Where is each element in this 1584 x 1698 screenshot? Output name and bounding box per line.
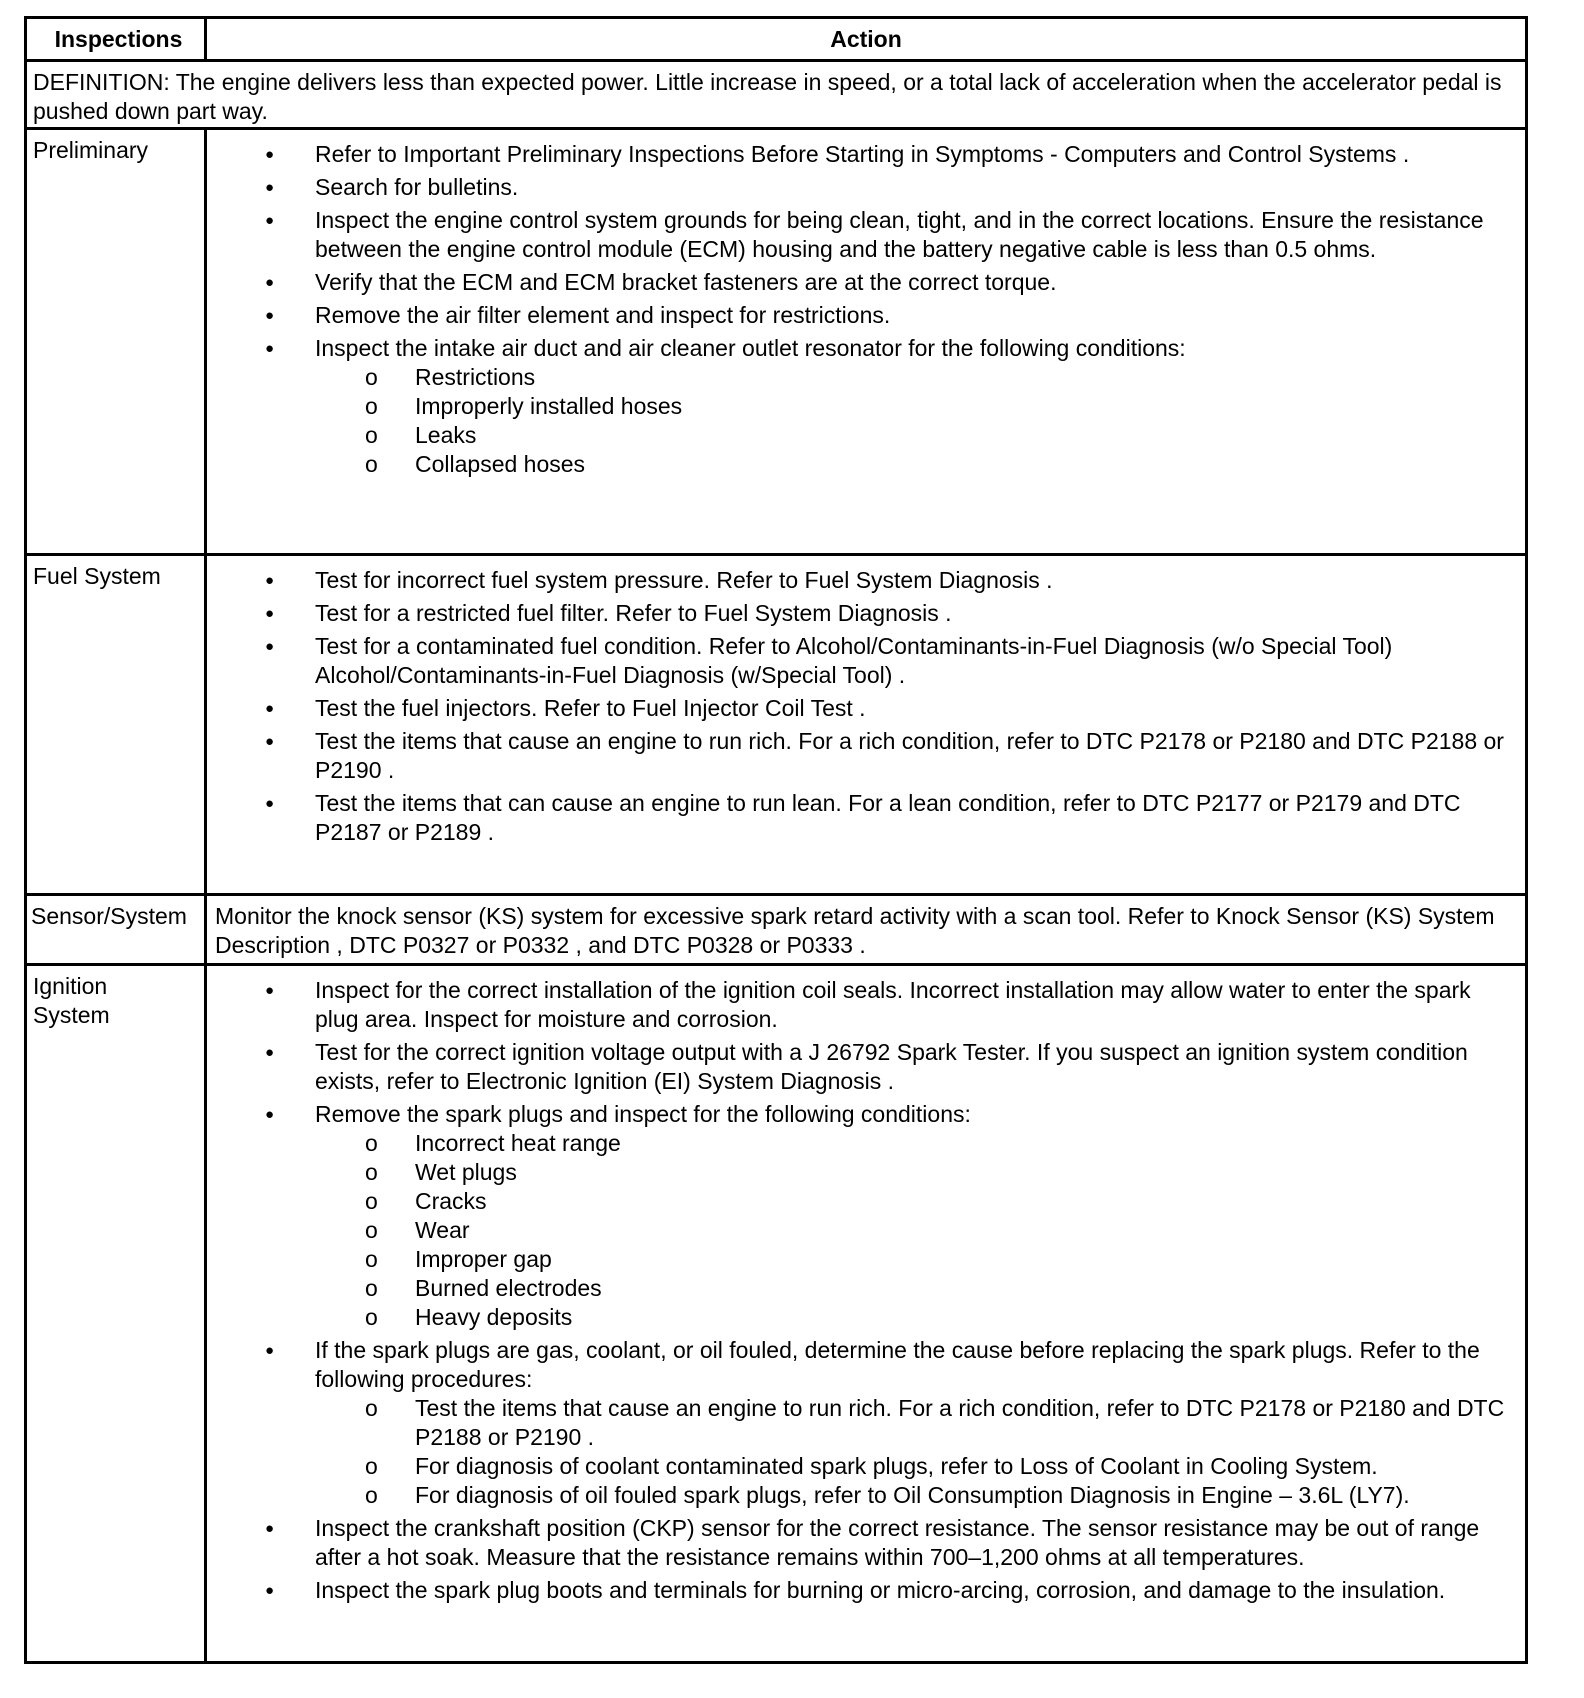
table-header-row xyxy=(27,19,1525,59)
list-item: ● Test for a restricted fuel filter. Refer to Fuel System Diagnosis . xyxy=(215,599,1517,628)
list-item xyxy=(215,334,1517,479)
sublist-item: o Leaks xyxy=(315,421,1517,450)
list-item xyxy=(215,1336,1517,1510)
diagnostic-table xyxy=(24,16,1528,1664)
definition-text: DEFINITION: The engine delivers less than expected power. Little increase in speed, or a total lack of acceleration when the accelerator pedal is pushed down part way. xyxy=(33,69,1502,124)
row-action-sensor-system: Monitor the knock sensor (KS) system for excessive spark retard activity with a scan tool. Refer to Knock Sensor (KS) System Description , DTC P0327 or P0332 , and DTC P0328 or P0333 . xyxy=(215,903,1495,958)
row-label-fuel-system: Fuel System xyxy=(27,556,207,893)
table-row-fuel-system xyxy=(27,553,1525,893)
list-item: ● Test the fuel injectors. Refer to Fuel Injector Coil Test . xyxy=(215,694,1517,723)
sublist-item: o Restrictions xyxy=(315,363,1517,392)
list-item: ● Inspect the spark plug boots and terminals for burning or micro-arcing, corrosion, and damage to the insulation. xyxy=(215,1576,1517,1605)
sublist-item: o Wear xyxy=(315,1216,1517,1245)
list-item-text: If the spark plugs are gas, coolant, or oil fouled, determine the cause before replacing the spark plugs. Refer to the following procedures: xyxy=(315,1337,1480,1392)
sublist-item: o Cracks xyxy=(315,1187,1517,1216)
row-action-preliminary xyxy=(207,130,1525,553)
ignition-list xyxy=(215,976,1517,1605)
row-action-fuel-system xyxy=(207,556,1525,893)
sublist-item: o Incorrect heat range xyxy=(315,1129,1517,1158)
list-item: ● Search for bulletins. xyxy=(215,173,1517,202)
list-item: ● Test the items that cause an engine to run rich. For a rich condition, refer to DTC P2178 or P2180 and DTC P2188 or P2190 . xyxy=(215,727,1517,785)
sublist-item: o Collapsed hoses xyxy=(315,450,1517,479)
table-row-ignition-system xyxy=(27,963,1525,1661)
sublist xyxy=(315,1129,1517,1332)
sublist-item: o Burned electrodes xyxy=(315,1274,1517,1303)
sublist-item: o Test the items that cause an engine to run rich. For a rich condition, refer to DTC P2178 or P2180 and DTC P2188 or P2190 . xyxy=(315,1394,1517,1452)
table-row-sensor-system xyxy=(27,893,1525,963)
preliminary-list xyxy=(215,140,1517,479)
row-label-ignition-system: Ignition System xyxy=(27,966,207,1661)
list-item: ● Remove the air filter element and inspect for restrictions. xyxy=(215,301,1517,330)
sublist-item: o Wet plugs xyxy=(315,1158,1517,1187)
list-item: ● Verify that the ECM and ECM bracket fasteners are at the correct torque. xyxy=(215,268,1517,297)
list-item-text: Remove the spark plugs and inspect for the following conditions: xyxy=(315,1101,971,1127)
sublist xyxy=(315,363,1517,479)
sublist xyxy=(315,1394,1517,1510)
row-label-preliminary: Preliminary xyxy=(27,130,207,553)
header-inspections: Inspections xyxy=(27,19,207,59)
sublist-item: o Improper gap xyxy=(315,1245,1517,1274)
sublist-item: o Improperly installed hoses xyxy=(315,392,1517,421)
row-action-ignition-system xyxy=(207,966,1525,1661)
row-label-sensor-system: Sensor/System xyxy=(27,896,207,963)
sublist-item: o For diagnosis of oil fouled spark plugs, refer to Oil Consumption Diagnosis in Engine – 3.6L (LY7). xyxy=(315,1481,1517,1510)
table-row-preliminary xyxy=(27,127,1525,553)
list-item-text: Inspect the intake air duct and air cleaner outlet resonator for the following conditions: xyxy=(315,335,1186,361)
list-item: ● Inspect the crankshaft position (CKP) sensor for the correct resistance. The sensor resistance may be out of range after a hot soak. Measure that the resistance remains within 700–1,200 ohms at all temperatures. xyxy=(215,1514,1517,1572)
fuel-list xyxy=(215,566,1517,847)
definition-row xyxy=(27,59,1525,127)
list-item xyxy=(215,1100,1517,1332)
header-action: Action xyxy=(830,26,902,52)
list-item: ● Inspect for the correct installation of the ignition coil seals. Incorrect installation may allow water to enter the spark plug area. Inspect for moisture and corrosion. xyxy=(215,976,1517,1034)
list-item: ● Test for incorrect fuel system pressure. Refer to Fuel System Diagnosis . xyxy=(215,566,1517,595)
list-item: ● Test the items that can cause an engine to run lean. For a lean condition, refer to DTC P2177 or P2179 and DTC P2187 or P2189 . xyxy=(215,789,1517,847)
list-item: ● Inspect the engine control system grounds for being clean, tight, and in the correct locations. Ensure the resistance between the engine control module (ECM) housing and the battery negative cable is less than 0.5 ohms. xyxy=(215,206,1517,264)
list-item: ● Refer to Important Preliminary Inspections Before Starting in Symptoms - Computers and Control Systems . xyxy=(215,140,1517,169)
sublist-item: o For diagnosis of coolant contaminated spark plugs, refer to Loss of Coolant in Cooling System. xyxy=(315,1452,1517,1481)
sublist-item: o Heavy deposits xyxy=(315,1303,1517,1332)
list-item: ● Test for a contaminated fuel condition. Refer to Alcohol/Contaminants-in-Fuel Diagnosis (w/o Special Tool) Alcohol/Contaminants-in-Fuel Diagnosis (w/Special Tool) . xyxy=(215,632,1517,690)
list-item: ● Test for the correct ignition voltage output with a J 26792 Spark Tester. If you suspect an ignition system condition exists, refer to Electronic Ignition (EI) System Diagnosis . xyxy=(215,1038,1517,1096)
